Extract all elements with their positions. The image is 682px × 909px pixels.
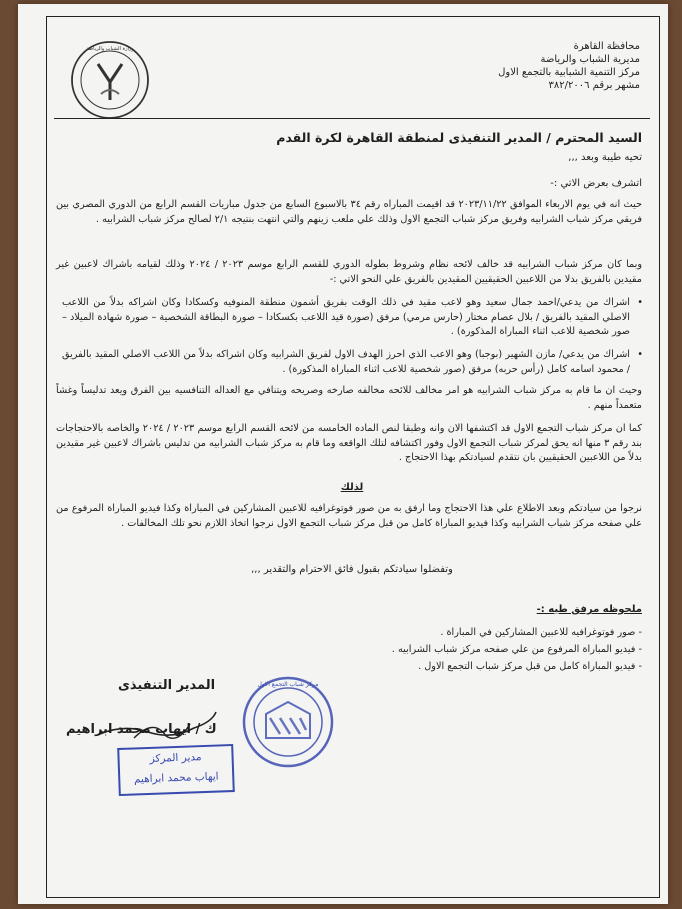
paragraph-3: وحيث ان ما قام به مركز شباب الشرابيه هو امر مخالف للائحه مخالفه صارخه وصريحه ويتنافي مع العداله التنافسيه بين الفرق ويعد تدليساً وغشاً متعمداً منهم .: [56, 385, 642, 411]
official-seal-icon: [240, 674, 336, 770]
header-divider: [54, 118, 650, 119]
name-stamp: [117, 744, 235, 796]
list-item: - صور فوتوغرافيه للاعبين المشاركين في المباراة .: [392, 624, 642, 641]
attachments-title: ملحوظه مرفق طيه :-: [536, 604, 642, 615]
signatory-name: ك / ايهاب محمد ابراهيم: [66, 722, 217, 737]
intro-line: اتشرف بعرض الاتي :-: [550, 178, 642, 189]
svg-text:وزارة الشباب والرياضة: وزارة الشباب والرياضة: [86, 46, 134, 52]
greeting: تحيه طيبة وبعد ,,,: [568, 152, 642, 163]
document-paper: [18, 4, 668, 904]
paragraph-4: كما ان مركز شباب التجمع الاول قد اكتشفها الان وانه وطبقا لنص الماده الخامسه من لائحه القسم الرابع موسم ٢٠٢٣ / ٢٠٢٤ والخاصه بالاحتجاجات بند رقم ٣ منها انه يحق لمركز شباب التجمع الاول وفور اكتشافه لتلك الواقعه وما قام به مركز شباب الشرابيه من تدليس باشراك لاعبين غير مقيدين بدلاً من اللاعبين الحقيقيين بان نتقدم لسيادتكم بهذا الاحتجاج .: [56, 423, 642, 463]
addressee-line: السيد المحترم / المدير التنفيذى لمنطقة القاهرة لكرة القدم: [276, 130, 642, 145]
attachments-list: [392, 624, 642, 675]
letterhead-line: مديرية الشباب والرياضة: [540, 54, 640, 65]
letterhead-line: مركز التنمية الشبابية بالتجمع الاول: [498, 67, 640, 78]
bullet-text: • اشراك من يدعي/احمد جمال سعيد وهو لاعب مقيد في ذلك الوقت بفريق أشمون منطقة المنوفيه وكسكادا وكان اشراكه بدلاً من اللاعب الاصلي المقيد بالفريق / بلال عصام مختار (حارس مرمي) مرفق (صورة قيد اللاعب بكسكادا – صورة البطاقة الشخصية – صورة شهادة الميلاد – صور شخصية للاعب اثناء المباراة المذكورة) .: [62, 297, 630, 337]
closing-line: وتفضلوا سيادتكم بقبول فائق الاحترام والتقدير ,,,: [251, 564, 453, 575]
list-item: - فيديو المباراة كامل من قبل مركز شباب التجمع الاول .: [392, 658, 642, 675]
signatory-title: المدير التنفيذى: [118, 678, 216, 693]
letterhead-line: محافظة القاهرة: [573, 41, 640, 52]
therefore-text: لذلك: [340, 482, 364, 493]
bullet-item: [62, 348, 642, 377]
letter-body: [54, 26, 650, 886]
stamp-line: ايهاب محمد ابراهيم: [133, 770, 219, 786]
letterhead: [498, 40, 640, 92]
therefore-heading: [54, 482, 650, 493]
request-paragraph: نرجوا من سيادتكم وبعد الاطلاع علي هذا الاحتجاج وما ارفق به من صور فوتوغرافيه للاعبين المشاركين في المباراة وكذا فيديو المباراة المرفوع من علي صفحه مركز شباب الشرابيه وكذا فيديو المباراة كامل من قبل مركز شباب التجمع الاول نرجوا اتخاذ اللازم نحو تلك المخالفات .: [56, 503, 642, 529]
list-item: - فيديو المباراة المرفوع من علي صفحه مركز شباب الشرابيه .: [392, 641, 642, 658]
paragraph-2: وبما كان مركز شباب الشرابيه قد خالف لائحه نظام وشروط بطوله الدوري للقسم الرابع موسم ٢٠٢٣ / ٢٠٢٤ وذلك لقيامه باشراك لاعبين غير مقيدين بالفريق بدلا من اللاعبين الحقيقيين المقيدين بالفريق علي النحو الاتي :-: [56, 259, 643, 285]
stamp-line: مدير المركز: [149, 751, 202, 765]
bullet-text: • اشراك من يدعي/ مازن الشهير (بوجبا) وهو الاعب الذي احرز الهدف الاول لفريق الشرابيه وكان اشراكه بدلاً من اللاعب الاصلي المقيد بالفريق / محمود اسامه كامل (رأس حربه) مرفق (صور شخصية للاعب اثناء المباراة المذكورة) .: [62, 349, 630, 375]
paragraph-1: حيث انه في يوم الاربعاء الموافق ٢٠٢٣/١١/٢٢ قد اقيمت المباراه رقم ٣٤ بالاسبوع السابع من جدول مباريات القسم الرابع من الدوري المصري بين فريقي مركز شباب الشرابيه وفريق مركز شباب التجمع الاول وذلك علي ملعب زينهم والتي انتهت بنتيجه ٢/١ لصالح مركز شباب الشرابيه .: [56, 199, 642, 225]
ministry-logo-icon: [68, 38, 152, 122]
svg-text:مركز شباب التجمع الاول: مركز شباب التجمع الاول: [257, 681, 319, 688]
bullet-item: [62, 296, 642, 340]
letterhead-line: مشهر برقم ٣٨٢/٢٠٠٦: [548, 80, 640, 91]
